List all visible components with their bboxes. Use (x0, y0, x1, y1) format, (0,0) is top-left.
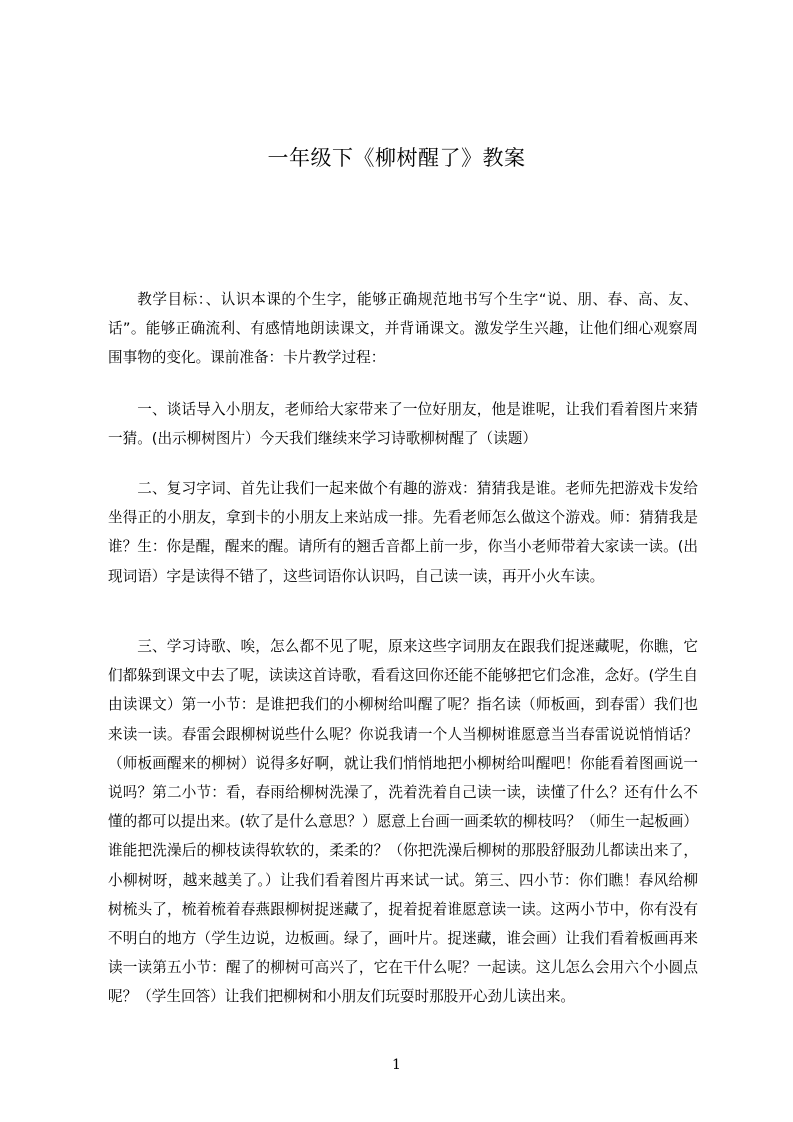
paragraph-review-words: 二、复习字词、首先让我们一起来做个有趣的游戏：猜猜我是谁。老师先把游戏卡发给坐得正的小朋友，拿到卡的小朋友上来站成一排。先看老师怎么做这个游戏。师：猜猜我是谁？生：你是醒，醒来的醒。请所有的翘舌音都上前一步，你当小老师带着大家读一读。(出现词语）字是读得不错了，这些词语你认识吗，自己读一读，再开小火车读。 (108, 480, 698, 585)
paragraph-introduction: 一、谈话导入小朋友，老师给大家带来了一位好朋友，他是谁呢，让我们看着图片来猜一猜。(出示柳树图片）今天我们继续来学习诗歌柳树醒了（读题） (108, 401, 698, 448)
paragraph-learn-poem: 三、学习诗歌、唉，怎么都不见了呢，原来这些字词朋友在跟我们捉迷藏呢，你瞧，它们都躲到课文中去了呢，读读这首诗歌，看看这回你还能不能够把它们念准，念好。(学生自由读课文）第一小节：是谁把我们的小柳树给叫醒了呢？指名读（师板画，到春雷）我们也来读一读。春雷会跟柳树说些什么呢？你说我请一个人当柳树谁愿意当当春雷说说悄悄话？（师板画醒来的柳树）说得多好啊，就让我们悄悄地把小柳树给叫醒吧！你能看着图画说一说吗？第二小节：看，春雨给柳树洗澡了，洗着洗着自己读一读，读懂了什么？还有什么不懂的都可以提出来。(软了是什么意思？）愿意上台画一画柔软的柳枝吗？（师生一起板画）谁能把洗澡后的柳枝读得软软的，柔柔的？（你把洗澡后柳树的那股舒服劲儿都读出来了，小柳树呀，越来越美了。）让我们看着图片再来试一试。第三、四小节：你们瞧！春风给柳树梳头了，梳着梳着春燕跟柳树捉迷藏了，捉着捉着谁愿意读一读。这两小节中，你有没有不明白的地方（学生边说，边板画。绿了，画叶片。捉迷藏，谁会画）让我们看着板画再来读一读第五小节：醒了的柳树可高兴了，它在干什么呢？一起读。这儿怎么会用六个小圆点呢？（学生回答）让我们把柳树和小朋友们玩耍时那股开心劲儿读出来。 (108, 638, 698, 1006)
document-title: 一年级下《柳树醒了》教案 (267, 146, 526, 170)
paragraph-teaching-goals: 教学目标：、认识本课的个生字，能够正确规范地书写个生字“说、朋、春、高、友、话”。能够正确流利、有感情地朗读课文，并背诵课文。激发学生兴趣，让他们细心观察周围事物的变化。课前准备：卡片教学过程： (108, 291, 698, 367)
page-number: 1 (392, 1057, 401, 1073)
